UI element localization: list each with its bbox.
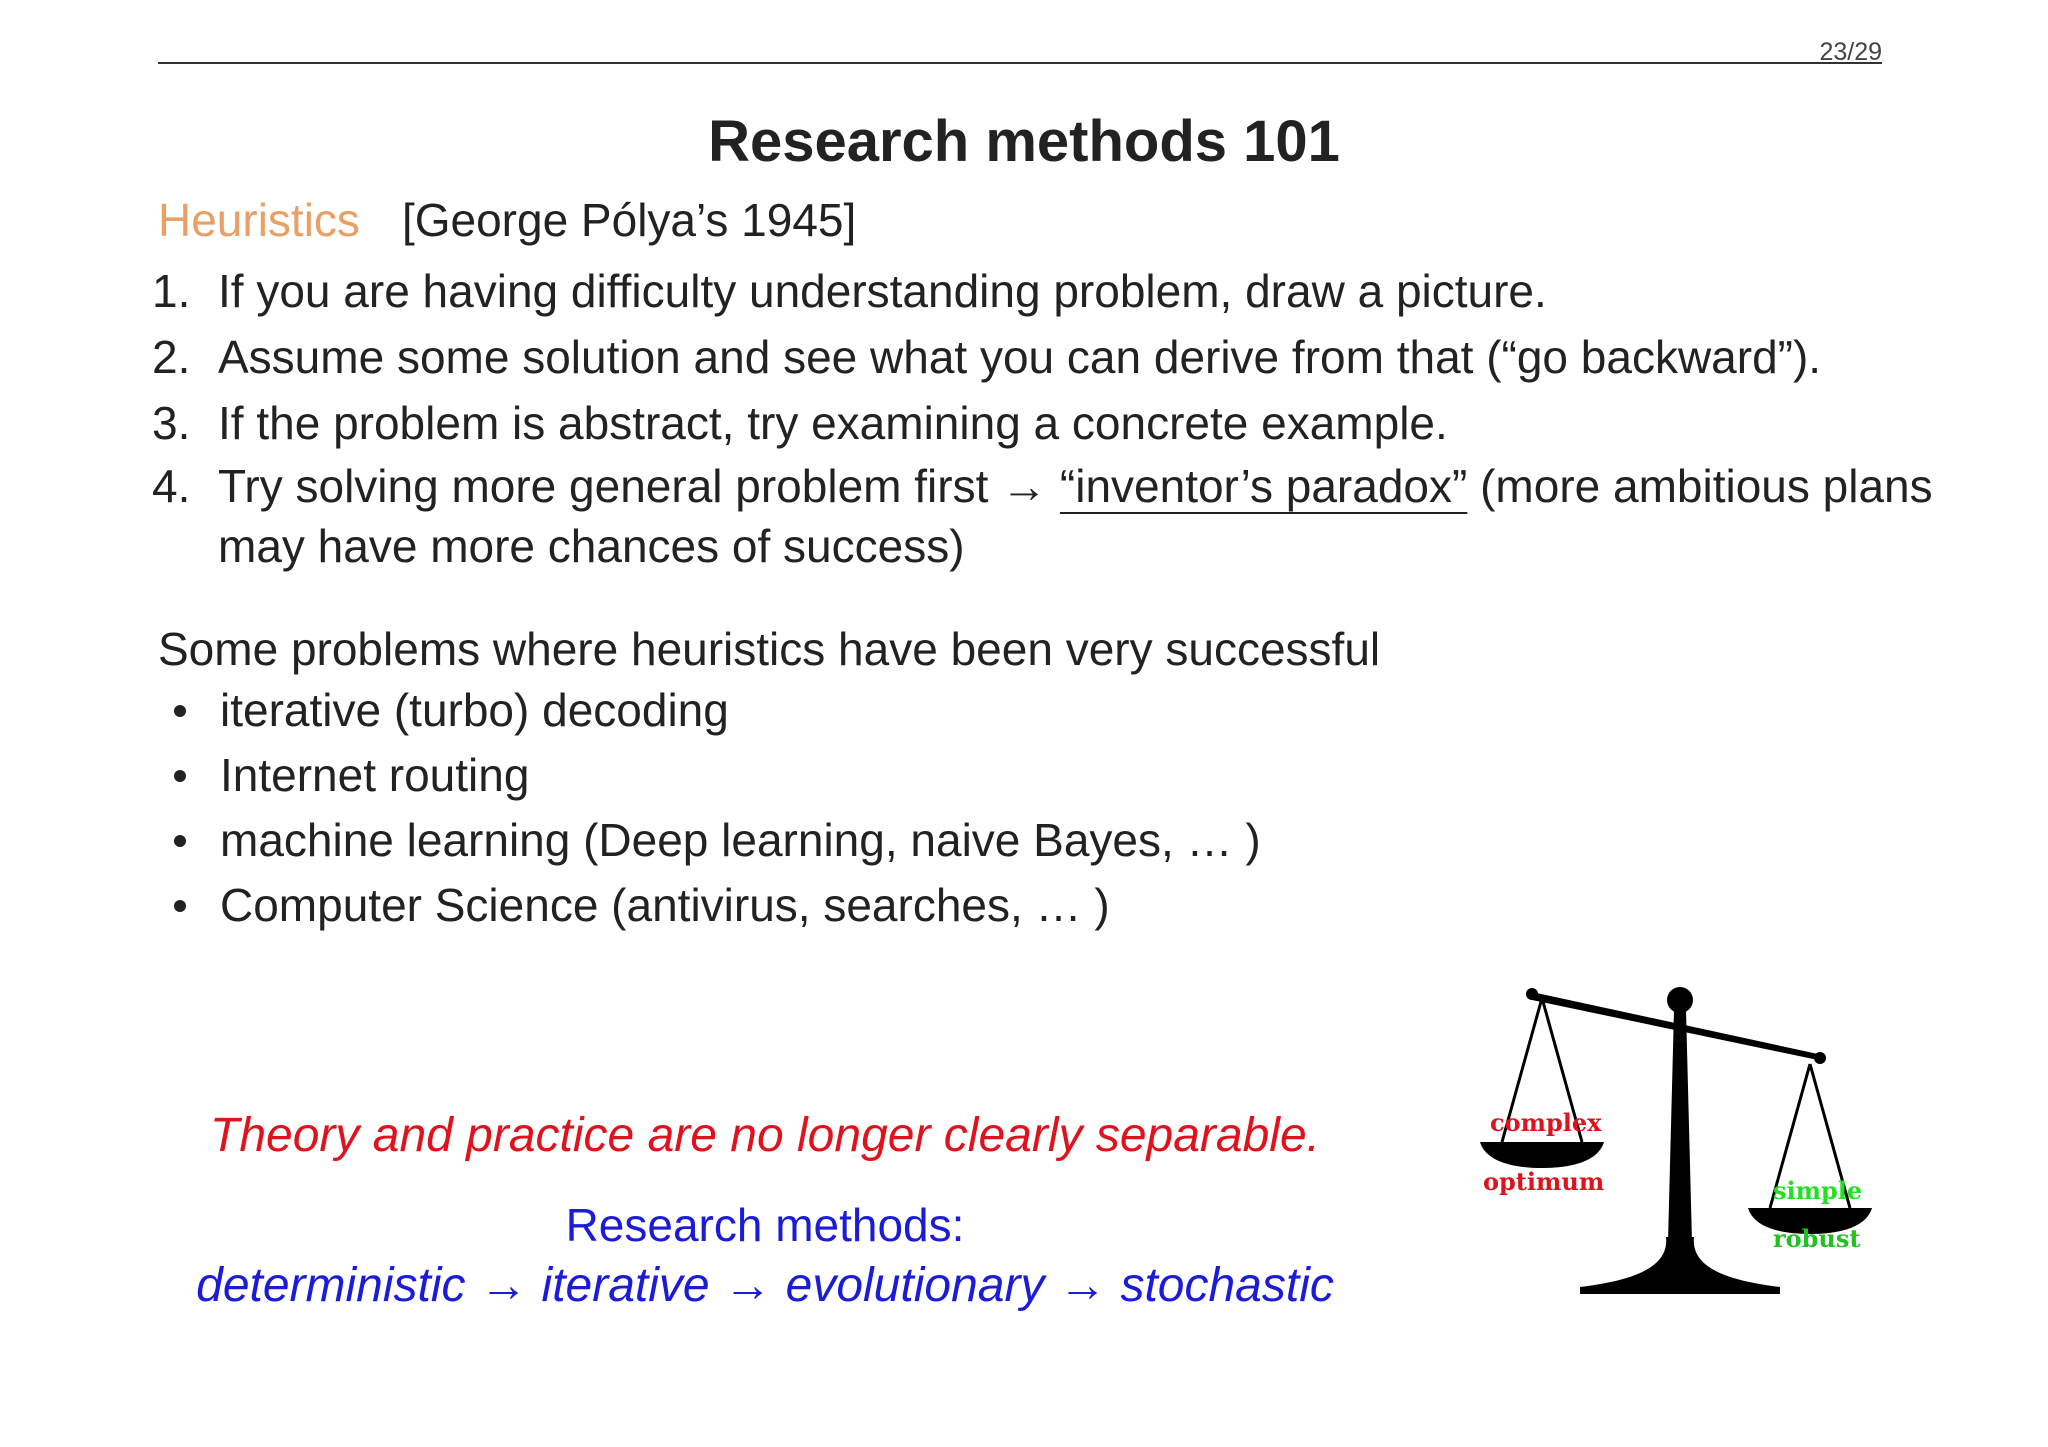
bullet-text: Computer Science (antivirus, searches, … ) [220,879,1110,931]
method-iterative: iterative [541,1259,710,1312]
list-item [152,258,1938,324]
reference-label: [George Pólya’s 1945] [401,194,857,246]
method-evolutionary: evolutionary [785,1259,1045,1312]
heuristics-label: Heuristics [158,194,360,246]
arrow-right-icon: → [1058,1259,1107,1312]
research-methods-chain [0,1258,1530,1313]
scale-top-knob [1667,987,1693,1013]
robust-label: robust [1773,1224,1861,1253]
method-deterministic: deterministic [196,1259,466,1312]
item-number: 3. [152,397,191,449]
item-number: 1. [152,265,191,317]
item-number: 2. [152,331,191,383]
slide-title: Research methods 101 [708,109,1340,174]
optimum-label: optimum [1483,1167,1605,1196]
item-text: If the problem is abstract, try examining a concrete example. [218,397,1448,449]
balance-scale-icon [1470,982,1890,1322]
bullet-list [170,678,1261,938]
list-item [152,324,1938,390]
item-number: 4. [152,460,191,512]
scale-beam-end-right [1814,1052,1826,1064]
scale-base [1580,1237,1780,1294]
complex-label: complex [1490,1108,1602,1137]
list-item [152,456,1938,576]
bullet-item [170,873,1261,938]
header-rule [158,62,1882,64]
bullet-text: machine learning (Deep learning, naive Bayes, … ) [220,814,1261,866]
bullet-item [170,678,1261,743]
item-text-before: Try solving more general problem first → [218,460,1060,512]
list-item [152,390,1938,456]
scale-beam-end-left [1526,988,1538,1000]
arrow-right-icon: → [479,1259,528,1312]
bullet-icon [174,900,186,912]
item-text: Assume some solution and see what you can derive from that (“go backward”). [218,331,1822,383]
bullet-item [170,808,1261,873]
left-pan [1480,1142,1604,1168]
method-stochastic: stochastic [1120,1259,1334,1312]
bullet-icon [174,835,186,847]
bullet-text: Internet routing [220,749,530,801]
numbered-list [152,258,1938,576]
item-text-after: (more ambitious plans may have more chances of success) [218,460,1933,572]
item-text: If you are having difficulty understanding problem, draw a picture. [218,265,1547,317]
bullet-text: iterative (turbo) decoding [220,684,729,736]
inventors-paradox-term: “inventor’s paradox” [1059,460,1468,512]
bullet-item [170,743,1261,808]
page-number: 23/29 [1819,38,1882,66]
bullet-icon [174,770,186,782]
research-methods-label: Research methods: [565,1199,965,1251]
theory-practice-quote: Theory and practice are no longer clearly separable. [210,1109,1320,1162]
section-heading: Some problems where heuristics have been very successful [158,623,1381,675]
subtitle [158,193,856,247]
arrow-right-icon: → [723,1259,772,1312]
scale-pillar [1668,1010,1692,1242]
bullet-icon [174,705,186,717]
simple-label: simple [1773,1176,1863,1205]
